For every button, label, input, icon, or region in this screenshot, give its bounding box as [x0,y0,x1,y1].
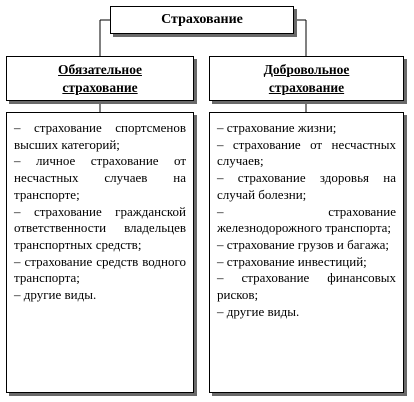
list-item: – другие виды. [217,303,300,319]
list-item: – страхование гражданской ответственности владельцев транспортных средств; [14,203,186,252]
list-item: – страхование железнодорожного транспорта; [217,203,396,236]
voluntary-insurance-title [264,61,350,97]
voluntary-insurance-list [209,112,404,393]
voluntary-insurance-node [209,56,404,101]
list-item: – страхование средств водного транспорта; [14,253,186,286]
list-item: – страхование спортсменов высших категорий; [14,120,186,152]
list-item: – личное страхование от несчастных случаев на транспорте; [14,153,186,202]
mandatory-title-line1: Обязательное [58,61,142,77]
list-item: – страхование инвестиций; [217,253,367,269]
voluntary-title-line2: страхование [268,79,345,95]
mandatory-insurance-title [58,61,142,97]
mandatory-insurance-list [6,112,194,393]
list-item: – страхование жизни; [217,120,337,135]
list-item: – страхование здоровья на случай болезни; [217,170,396,202]
root-label: Страхование [161,12,243,27]
list-item: – страхование грузов и багажа; [217,236,389,252]
list-item: – страхование от несчастных случаев; [217,136,396,169]
mandatory-title-line2: страхование [62,79,138,95]
list-item: – страхование финансовых рисков; [217,270,396,303]
mandatory-insurance-node [6,56,194,101]
voluntary-title-line1: Добровольное [263,61,350,77]
root-node [110,6,294,34]
list-item: – другие виды. [14,287,97,303]
